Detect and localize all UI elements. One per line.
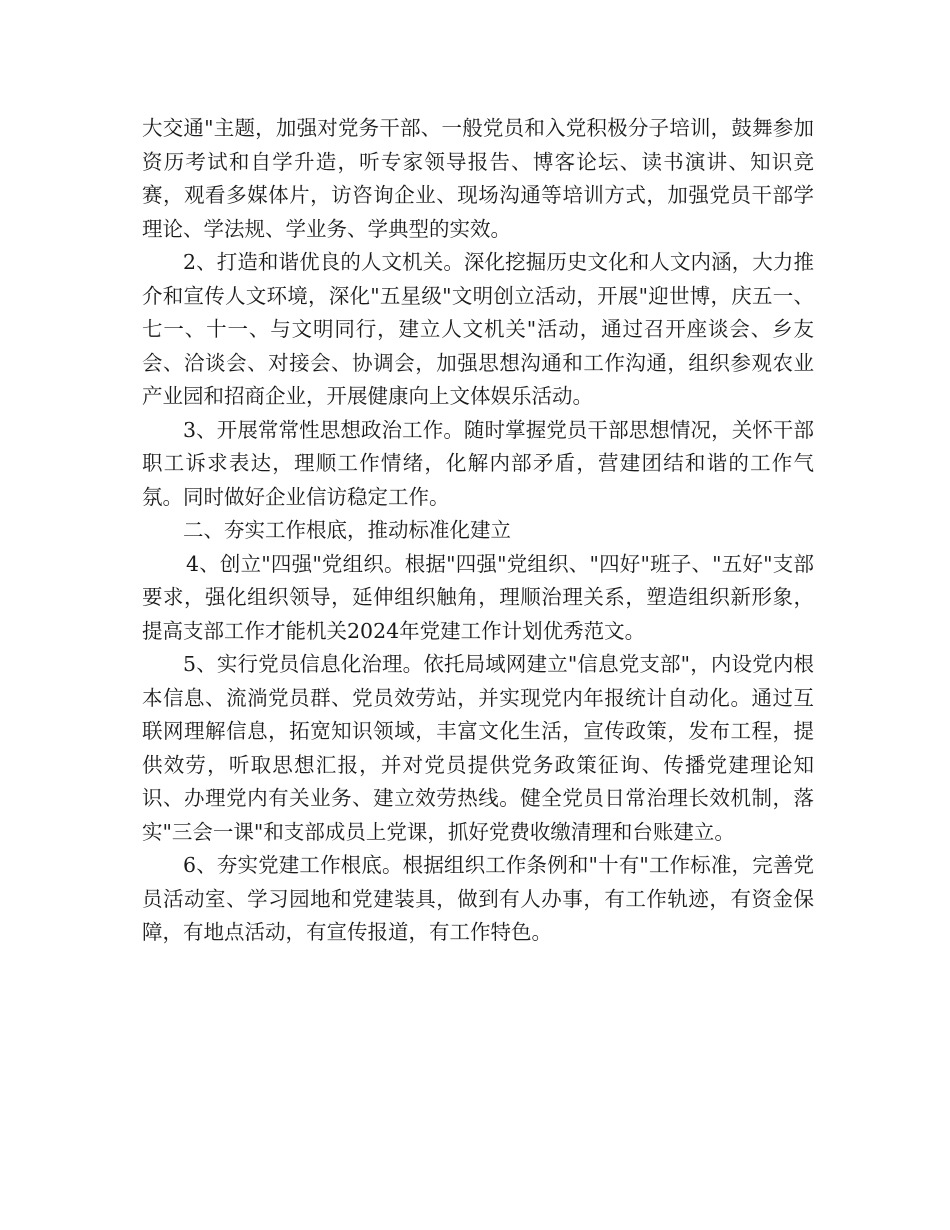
- section-heading-2: 二、夯实工作根底，推动标准化建立: [183, 518, 511, 542]
- paragraph-item-5: 5、实行党员信息化治理。依托局域网建立"信息党支部"，内设党内根本信息、流淌党员群、党员效劳站，并实现党内年报统计自动化。通过互联网理解信息，拓宽知识领域，丰富文化生活，宣传政策，发布工程，提供效劳，听取思想汇报，并对党员提供党务政策征询、传播党建理论知识、办理党内有关业务、建立效劳热线。健全党员日常治理长效机制，落实"三会一课"和支部成员上党课，抓好党费收缴清理和台账建立。: [142, 652, 814, 844]
- paragraph-continuation: 大交通"主题，加强对党务干部、一般党员和入党积极分子培训，鼓舞参加资历考试和自学升造，听专家领导报告、博客论坛、读书演讲、知识竞赛，观看多媒体片，访咨询企业、现场沟通等培训方式，加强党员干部学理论、学法规、学业务、学典型的实效。: [142, 116, 814, 241]
- document-body: [142, 112, 814, 950]
- paragraph-item-6: 6、夯实党建工作根底。根据组织工作条例和"十有"工作标准，完善党员活动室、学习园地和党建装具，做到有人办事，有工作轨迹，有资金保障，有地点活动，有宣传报道，有工作特色。: [142, 853, 814, 944]
- paragraph-item-3: 3、开展常常性思想政治工作。随时掌握党员干部思想情况，关怀干部职工诉求表达，理顺工作情绪，化解内部矛盾，营建团结和谐的工作气氛。同时做好企业信访稳定工作。: [142, 417, 814, 509]
- paragraph-item-2: 2、打造和谐优良的人文机关。深化挖掘历史文化和人文内涵，大力推介和宣传人文环境，深化"五星级"文明创立活动，开展"迎世博，庆五一、七一、十一、与文明同行，建立人文机关"活动，通过召开座谈会、乡友会、洽谈会、对接会、协调会，加强思想沟通和工作沟通，组织参观农业产业园和招商企业，开展健康向上文体娱乐活动。: [142, 250, 814, 408]
- paragraph-item-4: 4、创立"四强"党组织。根据"四强"党组织、"四好"班子、"五好"支部要求，强化组织领导，延伸组织触角，理顺治理关系，塑造组织新形象，提高支部工作才能机关2024年党建工作计划优秀范文。: [142, 551, 814, 643]
